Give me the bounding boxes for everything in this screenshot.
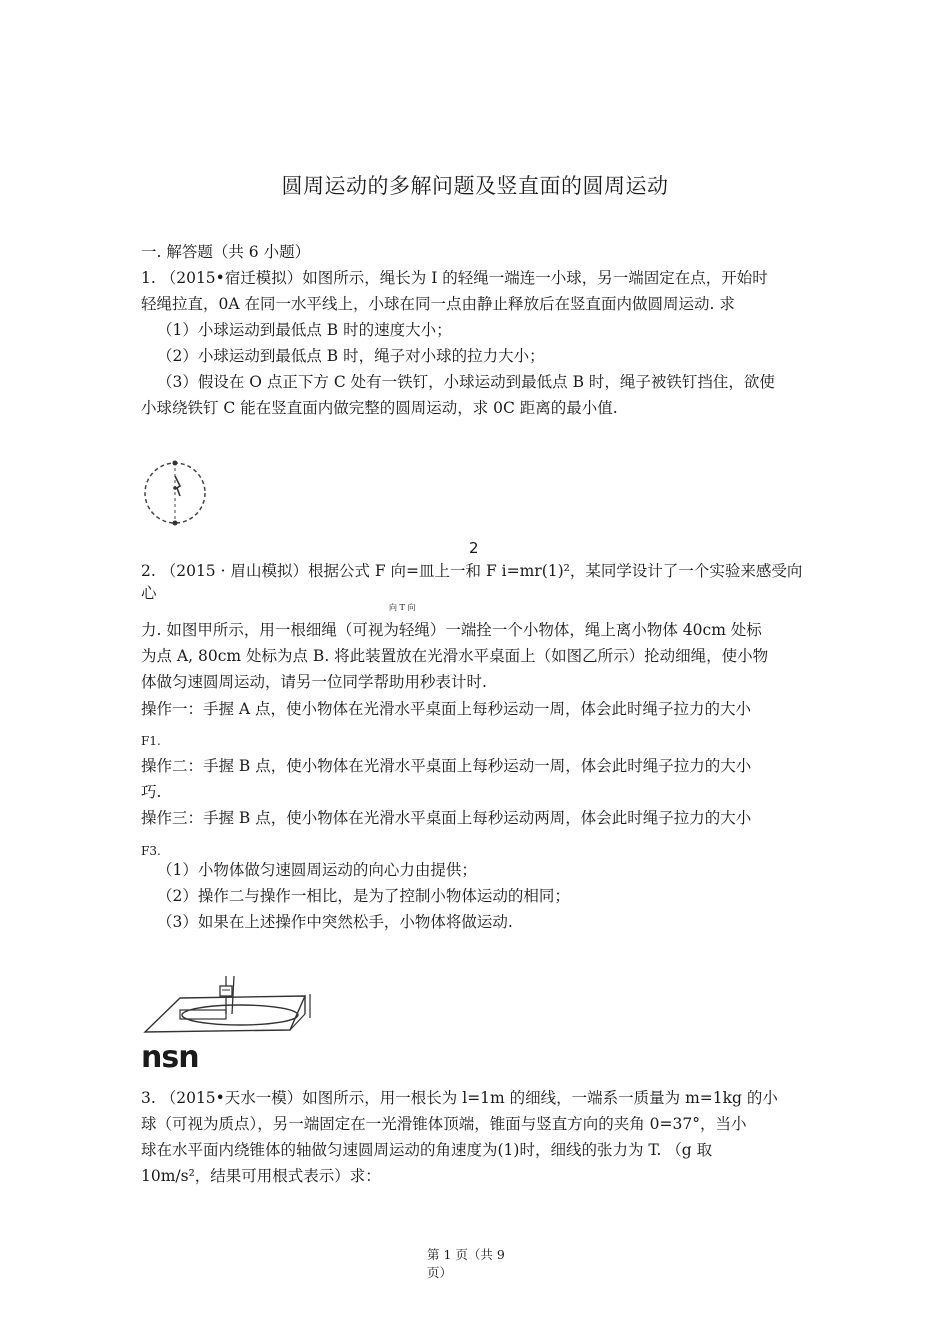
q2-figure-label: nsn [141,1040,199,1075]
page-footer-line-2: 页） [427,1265,453,1280]
q1-line-1: 1. （2015•宿迁模拟）如图所示，绳长为 I 的轻绳一端连一小球，另一端固定在点，开始时 [141,269,768,287]
q2-operation-2b: 巧. [141,783,162,801]
q2-line-1: 2. （2015 · 眉山模拟）根据公式 F 向=皿上一和 F i=mr(1)²，某同学设计了一个实验来感受向 [141,562,803,580]
q1-sub-3a: （3）假设在 O 点正下方 C 处有一铁钉，小球运动到最低点 B 时，绳子被铁钉挡住，欲使 [157,373,775,391]
page-footer-line-1: 第 1 页（共 9 [427,1247,505,1262]
q1-sub-3b: 小球绕铁钉 C 能在竖直面内做完整的圆周运动，求 0C 距离的最小值. [141,399,618,417]
q2-sub-1: （1）小物体做匀速圆周运动的向心力由提供； [157,861,477,879]
q2-operation-1b: F1. [141,734,161,748]
q2-formula-subscript: 向 T 向 [389,603,416,612]
q3-line-1: 3. （2015•天水一模）如图所示，用一根长为 l=1m 的细线，一端系一质量为 m=1kg 的小 [141,1089,778,1107]
q2-sub-3: （3）如果在上述操作中突然松手，小物体将做运动. [157,913,513,931]
q2-operation-1: 操作一：手握 A 点，使小物体在光滑水平桌面上每秒运动一周，体会此时绳子拉力的大小 [141,700,752,718]
q2-figure-table [140,970,315,1040]
section-header: 一. 解答题（共 6 小题） [141,243,311,261]
q2-line-3: 为点 A, 80cm 处标为点 B. 将此装置放在光滑水平桌面上（如图乙所示）抡动细绳，使小物 [141,647,769,665]
q1-figure-circle [138,458,212,528]
q2-line-2: 力. 如图甲所示，用一根细绳（可视为轻绳）一端拴一个小物体，绳上离小物体 40cm 处标 [141,621,762,639]
q3-line-2: 球（可视为质点），另一端固定在一光滑锥体顶端，锥面与竖直方向的夹角 0=37°，当小 [141,1115,747,1133]
q1-sub-1: （1）小球运动到最低点 B 时的速度大小； [157,321,452,339]
q3-line-3: 球在水平面内绕锥体的轴做匀速圆周运动的角速度为(1)时，细线的张力为 T. （g 取 [141,1141,713,1159]
q2-sub-2: （2）操作二与操作一相比，是为了控制小物体运动的相同； [157,887,570,905]
q2-operation-2: 操作二：手握 B 点，使小物体在光滑水平桌面上每秒运动一周，体会此时绳子拉力的大小 [141,757,752,775]
q2-operation-3: 操作三：手握 B 点，使小物体在光滑水平桌面上每秒运动两周，体会此时绳子拉力的大小 [141,809,752,827]
q2-line-4: 体做匀速圆周运动，请另一位同学帮助用秒表计时. [141,673,487,691]
q3-line-4: 10m/s²，结果可用根式表示）求： [141,1167,381,1185]
document-title: 圆周运动的多解问题及竖直面的圆周运动 [281,174,669,198]
q1-sub-2: （2）小球运动到最低点 B 时，绳子对小球的拉力大小； [157,347,545,365]
q2-operation-3b: F3. [141,844,161,858]
q2-formula-superscript: 2 [469,539,479,557]
q2-line-1b: 心 [141,584,157,602]
q1-line-2: 轻绳拉直，0A 在同一水平线上，小球在同一点由静止释放后在竖直面内做圆周运动. 求 [141,295,735,313]
